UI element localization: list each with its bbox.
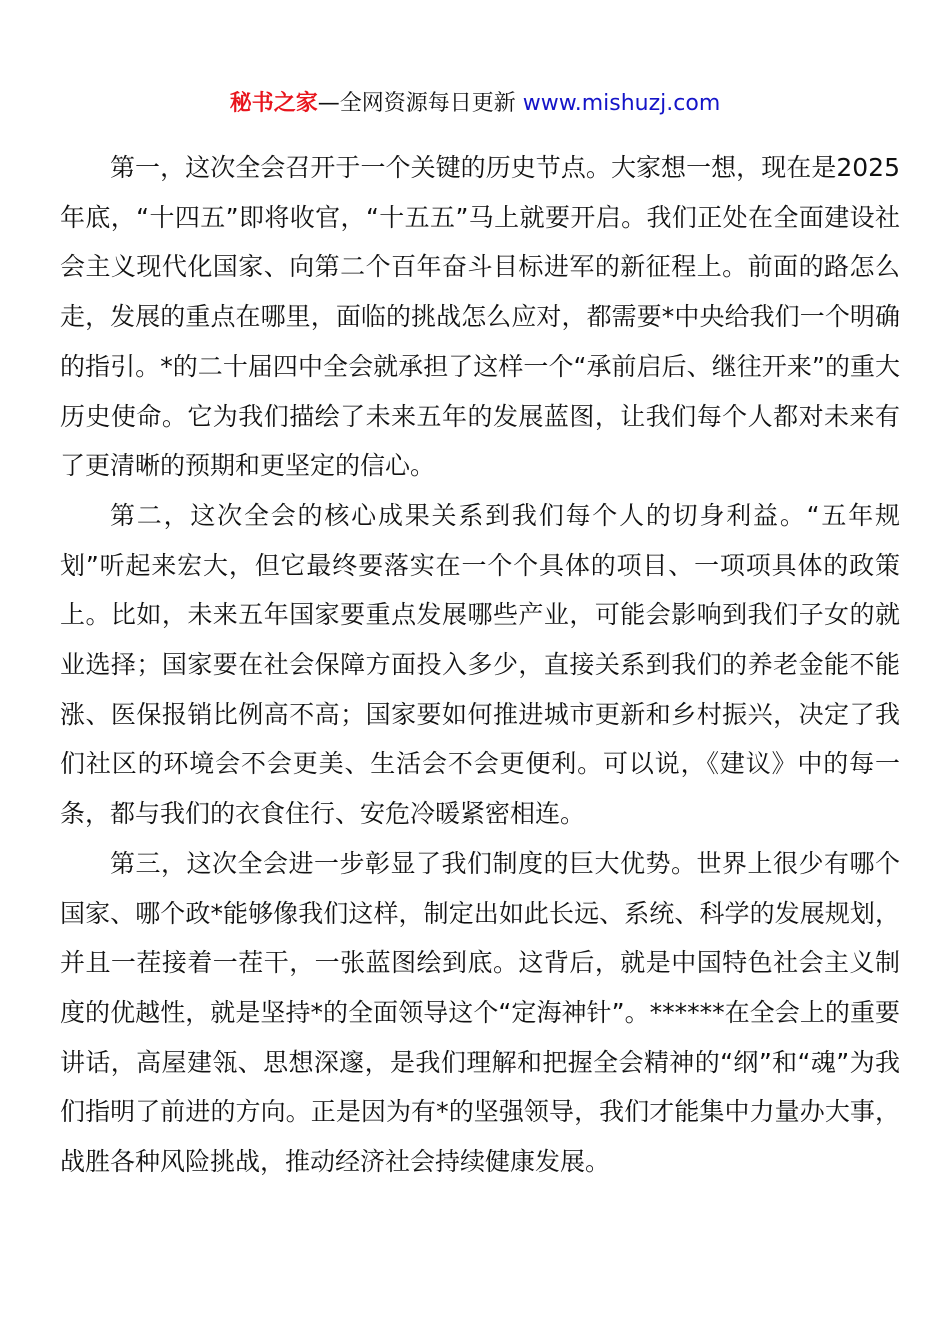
document-body xyxy=(60,143,900,1187)
header-tagline: —全网资源每日更新 xyxy=(317,91,523,116)
paragraph-2: 第二，这次全会的核心成果关系到我们每个人的切身利益。“五年规划”听起来宏大，但它最终要落实在一个个具体的项目、一项项具体的政策上。比如，未来五年国家要重点发展哪些产业，可能会影响到我们子女的就业选择；国家要在社会保障方面投入多少，直接关系到我们的养老金能不能涨、医保报销比例高不高；国家要如何推进城市更新和乡村振兴，决定了我们社区的环境会不会更美、生活会不会更便利。可以说，《建议》中的每一条，都与我们的衣食住行、安危冷暖紧密相连。 xyxy=(60,500,900,829)
paragraph-1: 第一，这次全会召开于一个关键的历史节点。大家想一想，现在是2025年底，“十四五”即将收官，“十五五”马上就要开启。我们正处在全面建设社会主义现代化国家、向第二个百年奋斗目标进军的新征程上。前面的路怎么走，发展的重点在哪里，面临的挑战怎么应对，都需要*中央给我们一个明确的指引。*的二十届四中全会就承担了这样一个“承前启后、继往开来”的重大历史使命。它为我们描绘了未来五年的发展蓝图，让我们每个人都对未来有了更清晰的预期和更坚定的信心。 xyxy=(60,153,900,481)
site-url[interactable]: www.mishuzj.com xyxy=(522,91,721,116)
site-header xyxy=(0,88,950,120)
paragraph-3: 第三，这次全会进一步彰显了我们制度的巨大优势。世界上很少有哪个国家、哪个政*能够像我们这样，制定出如此长远、系统、科学的发展规划，并且一茬接着一茬干，一张蓝图绘到底。这背后，就是中国特色社会主义制度的优越性，就是坚持*的全面领导这个“定海神针”。******在全会上的重要讲话，高屋建瓴、思想深邃，是我们理解和把握全会精神的“纲”和“魂”为我们指明了前进的方向。正是因为有*的坚强领导，我们才能集中力量办大事，战胜各种风险挑战，推动经济社会持续健康发展。 xyxy=(60,848,900,1177)
brand-name: 秘书之家 xyxy=(229,91,318,116)
